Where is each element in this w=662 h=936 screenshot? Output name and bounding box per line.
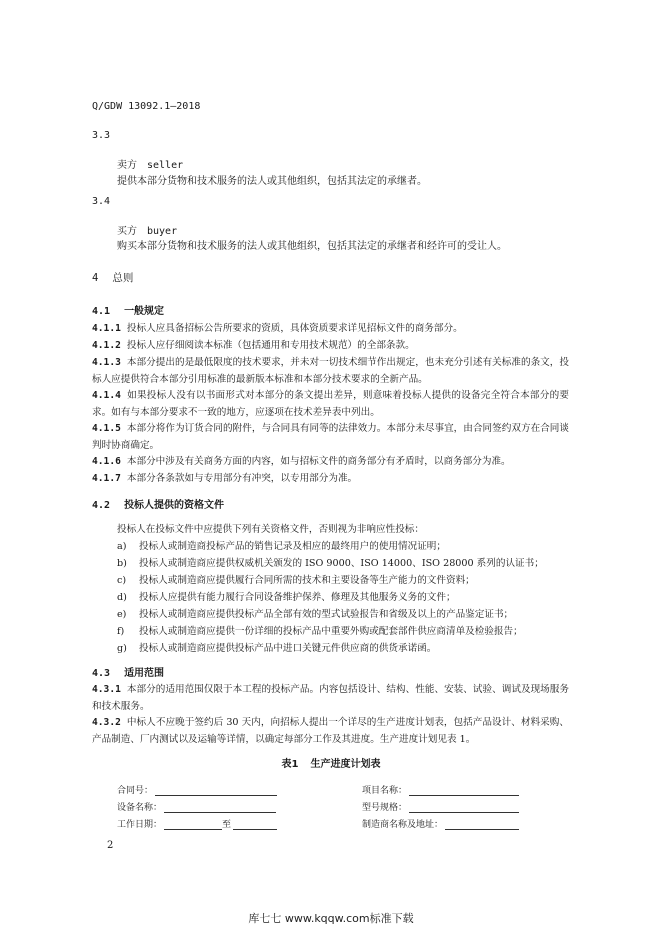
watermark-footer: 库七七 www.kqqw.com标准下载	[248, 912, 414, 925]
table-title	[0, 755, 662, 770]
model-spec-line	[409, 801, 519, 813]
section-title: 一般规定	[124, 306, 165, 317]
list-text: 投标人或制造商投标产品的销售记录及相应的最终用户的使用情况证明；	[139, 541, 446, 552]
list-item	[117, 589, 456, 603]
equipment-name-label: 设备名称：	[117, 803, 163, 813]
table-number: 表1	[281, 759, 299, 770]
section-number: 4.2	[92, 500, 111, 511]
list-letter: g)	[117, 643, 127, 654]
section-heading	[92, 302, 164, 317]
equipment-name-field	[117, 800, 276, 813]
section-title: 投标人提供的资格文件	[124, 500, 225, 511]
list-text: 投标人或制造商应提供履行合同所需的技术和主要设备等生产能力的文件资料；	[139, 575, 475, 586]
list-item	[117, 538, 446, 552]
term-heading	[117, 222, 177, 237]
term-heading	[117, 156, 183, 171]
contract-number-line	[155, 784, 277, 796]
paragraph-text: 本部分中涉及有关商务方面的内容，如与招标文件的商务部分有矛盾时，以商务部分为准。	[126, 456, 511, 467]
equipment-name-line	[164, 801, 276, 813]
list-text: 投标人或制造商应提供投标产品全部有效的型式试验报告和省级及以上的产品鉴定证书；	[139, 609, 514, 620]
contract-number-field	[117, 783, 277, 796]
work-date-start-line	[164, 818, 222, 830]
list-item	[117, 606, 513, 620]
list-letter: b)	[117, 558, 127, 569]
term-definition: 购买本部分货物和技术服务的法人或其他组织，包括其法定的承继者和经许可的受让人。	[117, 241, 507, 252]
list-letter: a)	[117, 541, 127, 552]
table-title-text: 生产进度计划表	[310, 759, 381, 770]
paragraph-text: 投标人应具备招标公告所要求的资质，具体资质要求详见招标文件的商务部分。	[126, 323, 463, 334]
term-definition: 提供本部分货物和技术服务的法人或其他组织，包括其法定的承继者。	[117, 176, 427, 187]
model-spec-label: 型号规格：	[362, 803, 408, 813]
paragraph-number: 4.1.1	[92, 323, 121, 334]
paragraph-number: 4.1.6	[92, 456, 121, 467]
paragraph	[92, 338, 569, 355]
paragraph-number: 4.1.4	[92, 390, 121, 401]
model-spec-field	[362, 800, 519, 813]
list-letter: f)	[117, 626, 125, 637]
paragraph	[92, 682, 569, 715]
paragraph	[92, 388, 569, 421]
list-item	[117, 572, 475, 586]
paragraph	[92, 454, 569, 471]
paragraph	[92, 471, 569, 488]
paragraph	[92, 355, 569, 388]
paragraph-number: 4.3.1	[92, 684, 121, 695]
paragraph-text: 本部分的适用范围仅限于本工程的投标产品。内容包括设计、结构、性能、安装、试验、调试及现场服务和技术服务。	[92, 684, 569, 712]
project-name-label: 项目名称：	[362, 786, 408, 796]
paragraph-number: 4.1.3	[92, 357, 121, 368]
section-heading	[92, 496, 224, 511]
paragraph-number: 4.1.5	[92, 423, 121, 434]
chapter-number: 4	[92, 272, 99, 284]
maker-field	[362, 817, 519, 830]
list-intro: 投标人在投标文件中应提供下列有关资格文件，否则视为非响应性投标：	[117, 524, 424, 535]
page-number: 2	[107, 840, 114, 851]
paragraph-text: 本部分将作为订货合同的附件，与合同具有同等的法律效力。本部分未尽事宜，由合同签约双方在合同谈判时协商确定。	[92, 423, 569, 451]
paragraph	[92, 321, 569, 338]
list-item	[117, 640, 436, 654]
list-letter: e)	[117, 609, 127, 620]
term-chinese: 买方	[117, 226, 137, 237]
term-english: buyer	[147, 226, 178, 237]
standard-code: Q/GDW 13092.1—2018	[92, 101, 201, 112]
paragraph-text: 投标人应仔细阅读本标准（包括通用和专用技术规范）的全部条款。	[126, 340, 415, 351]
work-date-end-line	[233, 818, 277, 830]
section-number: 4.3	[92, 668, 111, 679]
term-english: seller	[147, 160, 184, 171]
list-text: 投标人应提供有能力履行合同设备维护保养、修理及其他服务义务的文件；	[139, 592, 456, 603]
section-number: 4.1	[92, 306, 111, 317]
list-text: 投标人或制造商应提供一份详细的投标产品中重要外购或配套部件供应商清单及检验报告；	[139, 626, 523, 637]
work-date-to: 至	[222, 820, 232, 830]
maker-line	[445, 818, 519, 830]
paragraph-text: 中标人不应晚于签约后 30 天内，向招标人提出一个详尽的生产进度计划表，包括产品设计、材料采购、产品制造、厂内测试以及运输等详情，以确定每部分工作及其进度。生产进度计划见表 1。	[92, 717, 569, 745]
paragraph-number: 4.3.2	[92, 717, 121, 728]
section-title: 适用范围	[124, 668, 165, 679]
contract-number-label: 合同号：	[117, 786, 154, 796]
clause-number: 3.3	[92, 130, 111, 141]
paragraph-text: 本部分提出的是最低限度的技术要求，并未对一切技术细节作出规定，也未充分引述有关标准的条文，投标人应提供符合本部分引用标准的最新版本标准和本部分技术要求的全新产品。	[92, 357, 569, 385]
list-text: 投标人或制造商应提供投标产品中进口关键元件供应商的供货承诺函。	[139, 643, 437, 654]
list-letter: d)	[117, 592, 127, 603]
project-name-field	[362, 783, 519, 796]
section-heading	[92, 664, 164, 679]
list-item	[117, 623, 523, 637]
list-letter: c)	[117, 575, 127, 586]
paragraph-text: 本部分各条款如与专用部分有冲突，以专用部分为准。	[126, 473, 358, 484]
paragraph-number: 4.1.2	[92, 340, 121, 351]
clause-number: 3.4	[92, 196, 111, 207]
list-text: 投标人或制造商应提供权威机关颁发的 ISO 9000、ISO 14000、ISO 28000 系列的认证书；	[139, 558, 544, 569]
maker-label: 制造商名称及地址：	[362, 820, 444, 830]
project-name-line	[409, 784, 519, 796]
term-chinese: 卖方	[117, 160, 137, 171]
paragraph-number: 4.1.7	[92, 473, 121, 484]
paragraph-text: 如果投标人没有以书面形式对本部分的条文提出差异，则意味着投标人提供的设备完全符合本部分的要求。如有与本部分要求不一致的地方，应逐项在技术差异表中列出。	[92, 390, 569, 418]
paragraph	[92, 715, 569, 748]
chapter-heading	[92, 270, 133, 285]
work-date-label: 工作日期：	[117, 820, 163, 830]
list-item	[117, 555, 544, 569]
chapter-title: 总则	[112, 272, 134, 284]
work-date-field	[117, 817, 277, 830]
paragraph	[92, 421, 569, 454]
